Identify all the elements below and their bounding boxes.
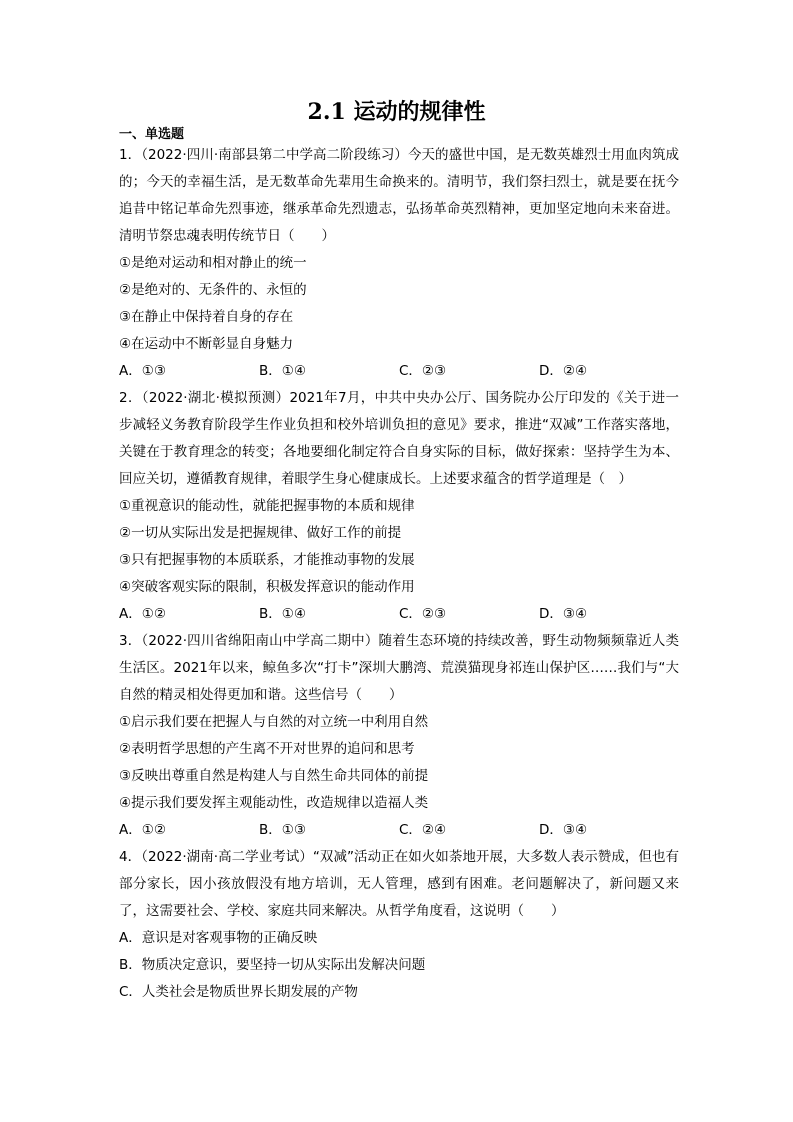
statement-option: ①重视意识的能动性，就能把握事物的本质和规律 xyxy=(119,498,415,514)
answer-option-c: C．人类社会是物质世界长期发展的产物 xyxy=(119,984,358,1000)
page-title: 2.1 运动的规律性 xyxy=(307,99,486,125)
answer-choices xyxy=(119,358,679,385)
statement-option: ①是绝对运动和相对静止的统一 xyxy=(119,255,307,271)
answer-choices xyxy=(119,817,679,844)
statement-option: ①启示我们要在把握人与自然的对立统一中利用自然 xyxy=(119,714,429,730)
question-1 xyxy=(119,142,679,385)
question-stem: 2．（2022·湖北·模拟预测）2021年7月，中共中央办公厅、国务院办公厅印发的《关于进一步减轻义务教育阶段学生作业负担和校外培训负担的意见》要求，推进“双减”工作落实落地，关键在于教育理念的转变；各地要细化制定符合自身实际的目标，做好探索：坚持学生为本、回应关切，遵循教育规律，着眼学生身心健康成长。上述要求蕴含的哲学道理是（ ） xyxy=(119,390,679,487)
choice-a: A．①② xyxy=(119,822,166,838)
statement-option: ③在静止中保持着自身的存在 xyxy=(119,309,294,325)
answer-choices xyxy=(119,601,679,628)
choice-d: D．③④ xyxy=(539,606,588,622)
statement-option: ②一切从实际出发是把握规律、做好工作的前提 xyxy=(119,525,402,541)
answer-option-a: A．意识是对客观事物的正确反映 xyxy=(119,930,318,946)
choice-a: A．①② xyxy=(119,606,166,622)
choice-c: C．②③ xyxy=(399,363,447,379)
statement-option: ④提示我们要发挥主观能动性，改造规律以造福人类 xyxy=(119,795,429,811)
choice-c: C．②④ xyxy=(399,822,447,838)
question-2 xyxy=(119,385,679,628)
statement-option: ④在运动中不断彰显自身魅力 xyxy=(119,336,294,352)
question-stem: 4．（2022·湖南·高二学业考试）“双减”活动正在如火如荼地开展，大多数人表示赞成，但也有部分家长，因小孩放假没有地方培训，无人管理，感到有困难。老问题解决了，新问题又来了，这需要社会、学校、家庭共同来解决。从哲学角度看，这说明（ ） xyxy=(119,849,679,919)
choice-b: B．①④ xyxy=(259,363,306,379)
answer-option-b: B．物质决定意识，要坚持一切从实际出发解决问题 xyxy=(119,957,426,973)
question-stem: 1．（2022·四川·南部县第二中学高二阶段练习）今天的盛世中国，是无数英雄烈士用血肉筑成的；今天的幸福生活，是无数革命先辈用生命换来的。清明节，我们祭扫烈士，就是要在抚今追昔中铭记革命先烈事迹，继承革命先烈遗志，弘扬革命英烈精神，更加坚定地向未来奋进。清明节祭忠魂表明传统节日（ ） xyxy=(119,147,679,244)
choice-b: B．①③ xyxy=(259,822,306,838)
choice-a: A．①③ xyxy=(119,363,166,379)
choice-d: D．②④ xyxy=(539,363,588,379)
section-heading: 一、单选题 xyxy=(119,127,185,142)
choice-c: C．②③ xyxy=(399,606,447,622)
choice-d: D．③④ xyxy=(539,822,588,838)
statement-option: ③反映出尊重自然是构建人与自然生命共同体的前提 xyxy=(119,768,429,784)
statement-option: ②是绝对的、无条件的、永恒的 xyxy=(119,282,307,298)
statement-option: ③只有把握事物的本质联系，才能推动事物的发展 xyxy=(119,552,415,568)
choice-b: B．①④ xyxy=(259,606,306,622)
question-4 xyxy=(119,844,679,1006)
statement-option: ④突破客观实际的限制，积极发挥意识的能动作用 xyxy=(119,579,415,595)
question-stem: 3．（2022·四川省绵阳南山中学高二期中）随着生态环境的持续改善，野生动物频频靠近人类生活区。2021年以来，鲸鱼多次“打卡”深圳大鹏湾、荒漠猫现身祁连山保护区……我们与“大自然的精灵相处得更加和谐。这些信号（ ） xyxy=(119,633,679,703)
question-3 xyxy=(119,628,679,844)
question-list xyxy=(119,142,679,1006)
statement-option: ②表明哲学思想的产生离不开对世界的追问和思考 xyxy=(119,741,415,757)
